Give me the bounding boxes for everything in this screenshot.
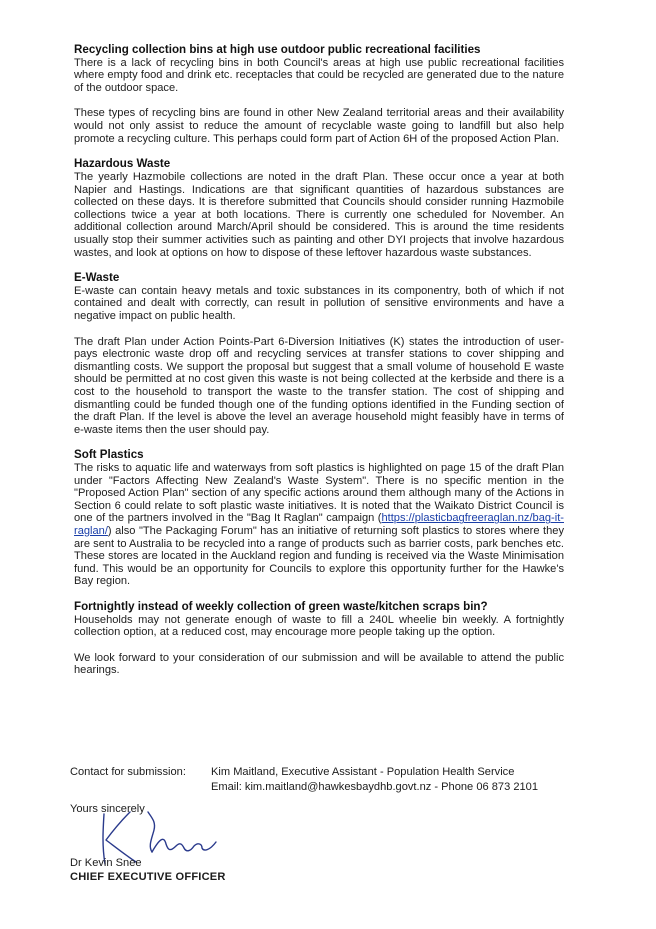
paragraph-recycling-2: These types of recycling bins are found in other New Zealand territorial areas and their availability would not only assist to reduce the amount of recyclable waste going to landfill but also help promote a recycling culture. This perhaps could form part of Action 6H of the proposed Action Plan. [74, 107, 564, 145]
heading-fortnightly: Fortnightly instead of weekly collection of green waste/kitchen scraps bin? [74, 600, 488, 613]
signer-name: Dr Kevin Snee [70, 857, 142, 869]
paragraph-ewaste-1: E-waste can contain heavy metals and toxic substances in its componentry, both of which if not contained and dealt with correctly, can result in pollution of sensitive environments and have a negative impact on public health. [74, 284, 564, 323]
heading-ewaste: E-Waste [74, 271, 120, 285]
section-fortnightly [74, 601, 564, 639]
paragraph-fortnightly-1: Households may not generate enough of waste to fill a 240L wheelie bin weekly. A fortnightly collection option, at a reduced cost, may encourage more people taking up the option. [74, 613, 564, 639]
signer-title: CHIEF EXECUTIVE OFFICER [70, 871, 226, 883]
section-soft-plastics [74, 449, 564, 588]
bag-it-raglan-link[interactable]: https://plasticbagfreeraglan.nz/bag-it-raglan/ [74, 512, 564, 538]
soft-plastics-text-before-link: The risks to aquatic life and waterways from soft plastics is highlighted on page 15 of the draft Plan under "Factors Affecting New Zealand's Waste System". There is no specific mention in the "Proposed Action Plan" section of any specific actions around them although many of the Actions in Section 6 could relate to soft plastic waste initiatives. It is noted that the Waikato District Council is one of the partners involved in the "Bag It Raglan" campaign ( [74, 462, 564, 525]
paragraph-recycling-1: There is a lack of recycling bins in both Council's areas at high use public recreational facilities where empty food and drink etc. receptacles that could be recycled are generated due to the nature of the outdoor space. [74, 56, 564, 94]
soft-plastics-text-after-link: ) also "The Packaging Forum" has an initiative of returning soft plastics to stores where they are sent to Australia to be recycled into a range of products such as barrier costs, park benches etc. These stores are located in the Auckland region and funding is received via the Waste Minimisation fund. This would be an opportunity for Councils to explore this opportunity further for the Hawke's Bay region. [74, 525, 564, 588]
contact-email-phone: Email: kim.maitland@hawkesbaydhb.govt.nz - Phone 06 873 2101 [211, 781, 539, 793]
paragraph-hazardous-1: The yearly Hazmobile collections are noted in the draft Plan. These occur once a year at both Napier and Hastings. Indications are that significant quantities of hazardous substances are collected on these days. It is therefore submitted that Councils should consider running Hazmobile collections twice a year at both locations. There is currently one scheduled for November. An additional collection around March/April should be considered. This is around the time residents usually stop their summer activities such as painting and other DYI projects that involve hazardous wastes, and look at options on how to dispose of these leftover hazardous waste substances. [74, 170, 564, 259]
closing-salutation: Yours sincerely [70, 803, 145, 815]
paragraph-soft-plastics-1 [74, 462, 564, 588]
closing-paragraph: We look forward to your consideration of our submission and will be available to attend the public hearings. [74, 651, 564, 677]
section-ewaste [74, 272, 564, 436]
heading-soft-plastics: Soft Plastics [74, 448, 144, 462]
paragraph-ewaste-2: The draft Plan under Action Points-Part 6-Diversion Initiatives (K) states the introduction of user-pays electronic waste drop off and recycling services at transfer stations to cover shipping and dismantling costs. We support the proposal but suggest that a small volume of household E waste should be permitted at no cost given this waste is not being collected at the kerbside and there is a cost to the household to transport the waste to the transfer station. The cost of shipping and dismantling could be funded though one of the funding options identified in the Funding section of the draft Plan. If the level is above the level an average household might feasibly have in terms of e-waste items then the user should pay. [74, 335, 564, 436]
contact-label: Contact for submission: [70, 766, 186, 778]
heading-hazardous: Hazardous Waste [74, 157, 171, 171]
section-recycling [74, 44, 564, 145]
section-hazardous [74, 158, 564, 259]
letter-body [74, 44, 564, 677]
contact-name: Kim Maitland, Executive Assistant - Population Health Service [211, 766, 515, 778]
heading-recycling: Recycling collection bins at high use outdoor public recreational facilities [74, 43, 481, 56]
